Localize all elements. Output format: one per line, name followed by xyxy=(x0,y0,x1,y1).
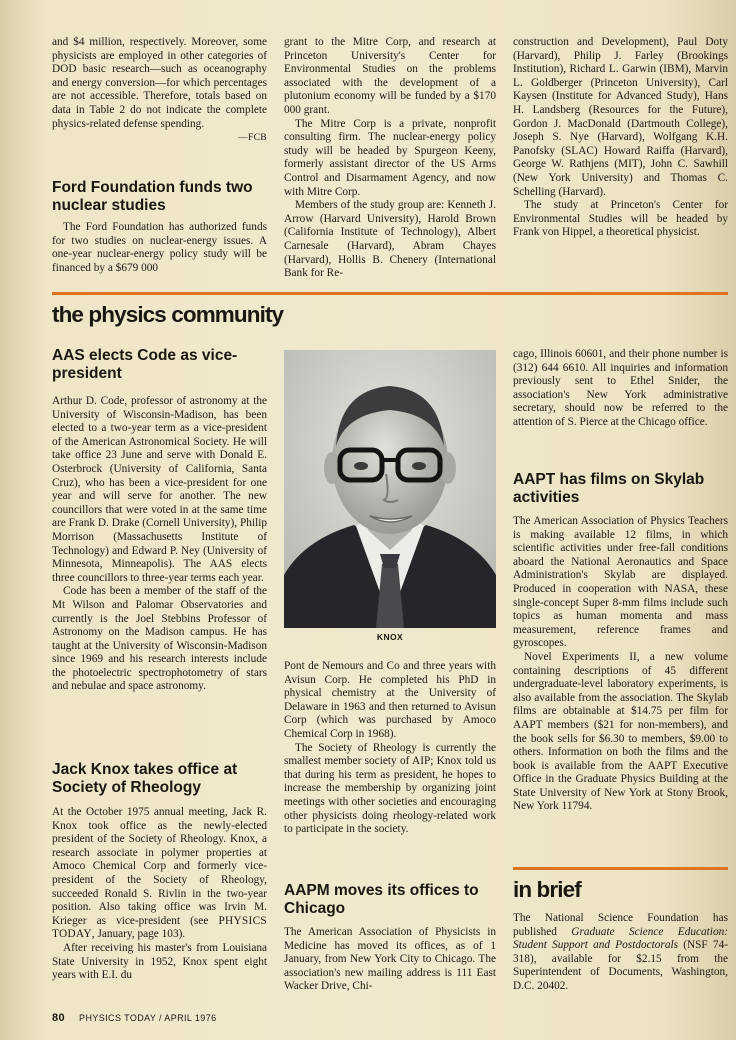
knox-paragraph-3: Pont de Nemours and Co and three years with Avisun Corp. He completed his PhD in physical chemistry at the University of Delaware in 1963 and then returned to Avisun Corp (which was purchased by Amoco Chemical Corp in 1968). xyxy=(284,660,496,740)
author-signature: —FCB xyxy=(238,132,267,144)
members-continued-paragraph: construction and Development), Paul Doty (Harvard), Philip J. Farley (Brookings Institution), Richard L. Garwin (IBM), Marvin L. Goldberger (Princeton University), Carl Kaysen (Institute for Advanced Study), Hans H. Landsberg (Resources for the Future), Gordon J. MacDonald (Dartmouth College), Joseph S. Nye (Harvard), Wolfgang K.H. Panofsky (SLAC) Howard Raiffa (Harvard), George W. Rathjens (MIT), John C. Sawhill (New York University) and Thomas C. Schelling (Harvard). xyxy=(513,36,728,198)
aapm-paragraph-2: cago, Illinois 60601, and their phone number is (312) 644 6610. All inquiries and information previously sent to Ethel Snider, the association's New York administrative secretary, should now be referred to the attention of S. Pierce at the Chicago office. xyxy=(513,348,728,428)
knox-paragraph-1 xyxy=(52,806,267,942)
inbrief-body xyxy=(513,912,728,994)
ford-heading: Ford Foundation funds two nuclear studies xyxy=(52,179,253,214)
princeton-study-paragraph: The study at Princeton's Center for Environmental Studies will be headed by Frank von Hippel, a theoretical physicist. xyxy=(513,199,728,239)
knox-p1-tail: , January, page 103). xyxy=(91,928,186,941)
aas-body xyxy=(52,395,267,694)
aas-heading: AAS elects Code as vice-president xyxy=(52,347,238,382)
inbrief-rule xyxy=(513,867,728,870)
aapm-heading: AAPM moves its offices to Chicago xyxy=(284,882,479,917)
publication-title: Graduate Science Education: Student Support and Postdoctorals xyxy=(513,925,728,952)
inbrief-text-start: The National Science Foundation has published xyxy=(513,912,728,938)
portrait-illustration xyxy=(284,350,496,628)
mitre-grant-paragraph: grant to the Mitre Corp, and research at Princeton University's Center for Environmental Studies on the problems associated with the development of a plutonium economy will be funded by a $170 000 grant. xyxy=(284,36,496,116)
knox-p1-text: At the October 1975 annual meeting, Jack R. Knox took office as the newly-elected president of the Society of Rheology. Knox, a research associate in polymer properties at Amoco Chemical Corp and formerly vice-president of the Society of Rheology, succeeded Ronald S. Rivlin in the two-year position. Also taking office was Irvin M. Krieger as vice-president (see xyxy=(52,806,267,927)
aapt-heading: AAPT has films on Skylab activities xyxy=(513,471,705,506)
section-title: the physics community xyxy=(52,302,284,327)
aapm-paragraph-1: The American Association of Physicists in Medicine has moved its offices, as of 1 January, from New York City to Chicago. The association's new mailing address is 111 East Wacker Drive, Chi- xyxy=(284,926,496,993)
aas-paragraph-2: Code has been a member of the staff of the Mt Wilson and Palomar Observatories and currently is the Joel Stebbins Professor of Astronomy on the Madison campus. He has taught at the University of Wisconsin-Madison since 1969 and his research interests include the photoelectric spectrophotometry of stars and nebulae and space astronomy. xyxy=(52,585,267,693)
inbrief-text-end: (NSF 74-318), available for $2.15 from the Superintendent of Documents, Washington, D.C. 20402. xyxy=(513,939,728,992)
journal-name: PHYSICS TODAY xyxy=(52,914,267,941)
page-footer xyxy=(52,1012,217,1024)
aapt-paragraph-1: The American Association of Physics Teachers is making available 12 films, in which scientific activities under free-fall conditions aboard the National Aeronautics and Space Administration's Skylab are displayed. Produced in cooperation with NASA, these single-concept Super 8-mm films include such topics as human momenta and mass measurement, reference frames and gyroscopes. xyxy=(513,515,728,650)
section-rule xyxy=(52,292,728,295)
ford-body xyxy=(52,221,267,275)
aapm-body xyxy=(284,926,496,994)
members-paragraph: Members of the study group are: Kenneth J. Arrow (Harvard University), Harold Brown (California Institute of Technology), Albert Carnesale (Harvard), Abram Chayes (Harvard), Hollis B. Chenery (International Bank for Re- xyxy=(284,199,496,280)
dod-paragraph: and $4 million, respectively. Moreover, some physicists are employed in other categories of DOD basic research—such as oceanography and energy conversion—for which percentages are not accessible. Therefore, totals based on data in Table 2 do not indicate the complete physics-related defense spending. xyxy=(52,36,267,130)
knox-continued xyxy=(284,660,496,837)
top-column-2 xyxy=(284,36,496,281)
photo-caption: KNOX xyxy=(376,632,404,642)
page-number: 80 xyxy=(52,1012,66,1024)
top-column-1 xyxy=(52,36,267,145)
aapt-body xyxy=(513,515,728,814)
top-column-3 xyxy=(513,36,728,240)
inbrief-title: in brief xyxy=(513,877,581,902)
knox-heading: Jack Knox takes office at Society of Rheology xyxy=(52,761,238,796)
mitre-paragraph: The Mitre Corp is a private, nonprofit consulting firm. The nuclear-energy policy study will be headed by Spurgeon Keeny, formerly assistant director of the US Arms Control and Disarmament Agency, and now with Mitre Corp. xyxy=(284,117,496,198)
knox-portrait-photo xyxy=(284,350,496,628)
ford-paragraph: The Ford Foundation has authorized funds for two studies on nuclear-energy issues. A one-year nuclear-energy policy study will be financed by a $679 000 xyxy=(52,221,267,274)
aapm-continued xyxy=(513,348,728,430)
knox-paragraph-4: The Society of Rheology is currently the smallest member society of AIP; Knox told us that during his term as president, he hopes to increase the membership by organizing joint meetings with other societies and encouraging other physicists doing rheology-related work to participate in the society. xyxy=(284,741,496,836)
aas-paragraph-1: Arthur D. Code, professor of astronomy at the University of Wisconsin-Madison, has been elected to a two-year term as a vice-president of the American Astronomical Society. He will take office 23 June and serve with Donald E. Osterbrock (University of California, Santa Cruz), who has been a vice-president for one year and will serve for another. The new councillors that were voted in at the same time are Frank D. Drake (Cornell University), Philip Morrison (Massachusetts Institute of Technology) and Edward P. Ney (University of Minnesota, Minneapolis). The AAS elects three councillors to three-year terms each year. xyxy=(52,395,267,584)
aapt-paragraph-2: Novel Experiments II, a new volume containing descriptions of 45 different undergraduate-level laboratory experiments, is also available from the association. The Skylab films are obtainable at $14.75 per film for AAPT members ($21 for non-members), and the book sells for $6.30 to members, $9.00 to others. Information on both the films and the book is available from the AAPT Executive Office in the Graduate Physics Building at the State University of New York at Stony Brook, New York 11794. xyxy=(513,650,728,813)
issue-line: PHYSICS TODAY / APRIL 1976 xyxy=(79,1013,217,1023)
knox-paragraph-2: After receiving his master's from Louisiana State University in 1952, Knox spent eight years with E.I. du xyxy=(52,941,267,982)
knox-body xyxy=(52,806,267,983)
inbrief-paragraph xyxy=(513,912,728,994)
